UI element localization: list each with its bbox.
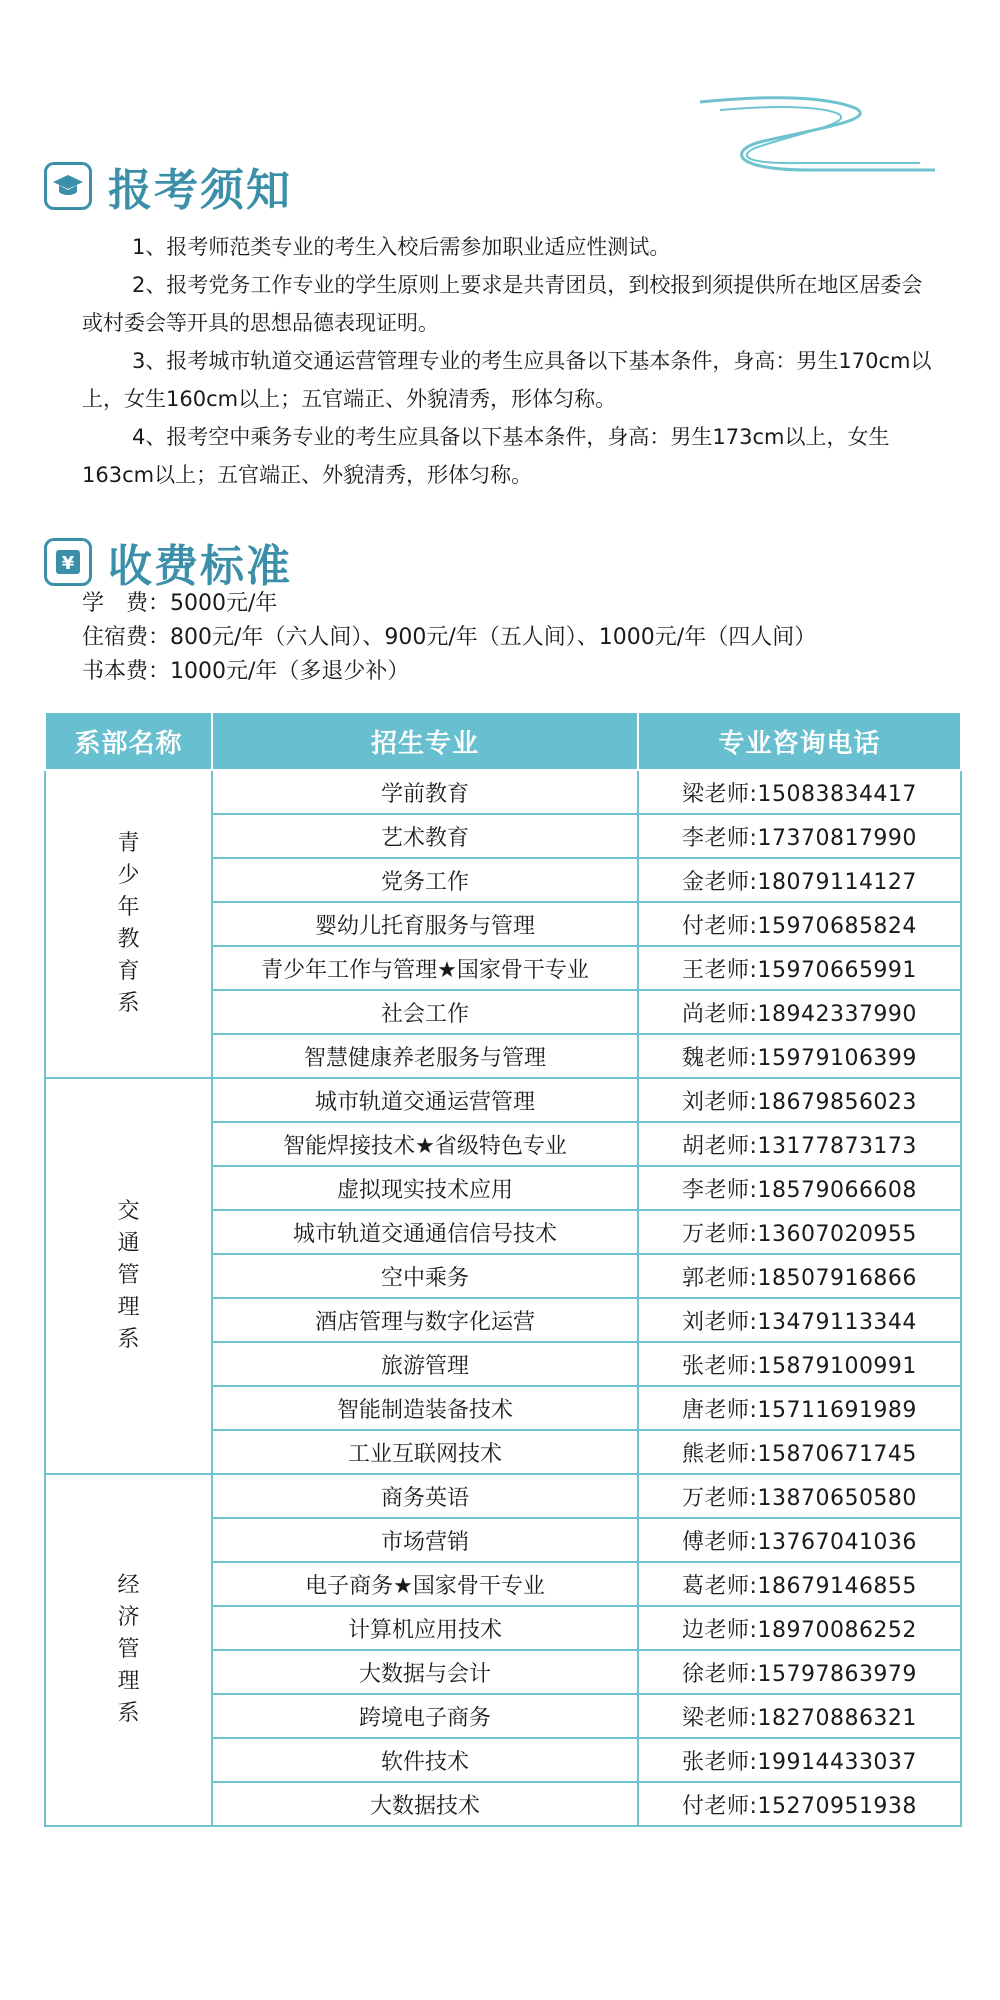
table-header-row [45,712,961,770]
major-cell: 酒店管理与数字化运营 [212,1298,638,1342]
graduation-cap-icon [44,162,92,210]
majors-table [44,711,962,1827]
decorative-wave-lines [690,90,940,190]
phone-cell: 刘老师:13479113344 [638,1298,961,1342]
dept-cell [45,1078,212,1474]
phone-cell: 尚老师:18942337990 [638,990,961,1034]
yuan-icon [44,538,92,586]
dept-cell [45,770,212,1078]
major-cell: 软件技术 [212,1738,638,1782]
phone-cell: 付老师:15270951938 [638,1782,961,1826]
major-cell: 党务工作 [212,858,638,902]
fees-header [44,530,292,594]
major-cell: 学前教育 [212,770,638,814]
phone-cell: 胡老师:13177873173 [638,1122,961,1166]
phone-cell: 付老师:15970685824 [638,902,961,946]
header-phone: 专业咨询电话 [638,712,961,770]
phone-cell: 张老师:15879100991 [638,1342,961,1386]
fee-dorm: 住宿费：800元/年（六人间）、900元/年（五人间）、1000元/年（四人间） [82,625,817,650]
phone-cell: 张老师:19914433037 [638,1738,961,1782]
phone-cell: 唐老师:15711691989 [638,1386,961,1430]
major-cell: 艺术教育 [212,814,638,858]
notice-item: 3、报考城市轨道交通运营管理专业的考生应具备以下基本条件，身高：男生170cm以上，女生160cm以上；五官端正、外貌清秀，形体匀称。 [82,349,932,411]
phone-cell: 万老师:13607020955 [638,1210,961,1254]
table-row [45,770,961,814]
header-dept: 系部名称 [45,712,212,770]
major-cell: 市场营销 [212,1518,638,1562]
phone-cell: 刘老师:18679856023 [638,1078,961,1122]
major-cell: 婴幼儿托育服务与管理 [212,902,638,946]
notice-item: 2、报考党务工作专业的学生原则上要求是共青团员，到校报到须提供所在地区居委会或村委会等开具的思想品德表现证明。 [82,273,923,335]
major-cell: 旅游管理 [212,1342,638,1386]
header-major: 招生专业 [212,712,638,770]
phone-cell: 王老师:15970665991 [638,946,961,990]
major-cell: 智能焊接技术★省级特色专业 [212,1122,638,1166]
fee-tuition: 学 费：5000元/年 [82,591,278,616]
svg-text:¥: ¥ [61,553,75,574]
phone-cell: 葛老师:18679146855 [638,1562,961,1606]
phone-cell: 郭老师:18507916866 [638,1254,961,1298]
notice-item: 1、报考师范类专业的考生入校后需参加职业适应性测试。 [132,235,671,259]
fees-list [82,587,816,689]
dept-name: 交通管理系 [117,1199,140,1352]
dept-cell [45,1474,212,1826]
phone-cell: 边老师:18970086252 [638,1606,961,1650]
dept-name: 经济管理系 [117,1573,140,1726]
phone-cell: 熊老师:15870671745 [638,1430,961,1474]
major-cell: 工业互联网技术 [212,1430,638,1474]
phone-cell: 梁老师:18270886321 [638,1694,961,1738]
phone-cell: 傅老师:13767041036 [638,1518,961,1562]
phone-cell: 金老师:18079114127 [638,858,961,902]
fee-books: 书本费：1000元/年（多退少补） [82,659,410,684]
major-cell: 商务英语 [212,1474,638,1518]
phone-cell: 魏老师:15979106399 [638,1034,961,1078]
phone-cell: 李老师:18579066608 [638,1166,961,1210]
phone-cell: 梁老师:15083834417 [638,770,961,814]
notice-header [44,154,292,218]
major-cell: 智慧健康养老服务与管理 [212,1034,638,1078]
major-cell: 青少年工作与管理★国家骨干专业 [212,946,638,990]
major-cell: 大数据与会计 [212,1650,638,1694]
major-cell: 城市轨道交通运营管理 [212,1078,638,1122]
phone-cell: 徐老师:15797863979 [638,1650,961,1694]
table-row [45,1078,961,1122]
major-cell: 智能制造装备技术 [212,1386,638,1430]
notice-title: 报考须知 [108,165,292,216]
notice-item: 4、报考空中乘务专业的考生应具备以下基本条件，身高：男生173cm以上，女生163cm以上；五官端正、外貌清秀，形体匀称。 [82,425,890,487]
major-cell: 虚拟现实技术应用 [212,1166,638,1210]
major-cell: 大数据技术 [212,1782,638,1826]
phone-cell: 李老师:17370817990 [638,814,961,858]
phone-cell: 万老师:13870650580 [638,1474,961,1518]
major-cell: 城市轨道交通通信信号技术 [212,1210,638,1254]
table-row [45,1474,961,1518]
major-cell: 计算机应用技术 [212,1606,638,1650]
dept-name: 青少年教育系 [117,831,140,1016]
major-cell: 社会工作 [212,990,638,1034]
major-cell: 空中乘务 [212,1254,638,1298]
major-cell: 跨境电子商务 [212,1694,638,1738]
notice-body [82,228,932,494]
major-cell: 电子商务★国家骨干专业 [212,1562,638,1606]
fees-title: 收费标准 [108,541,292,592]
